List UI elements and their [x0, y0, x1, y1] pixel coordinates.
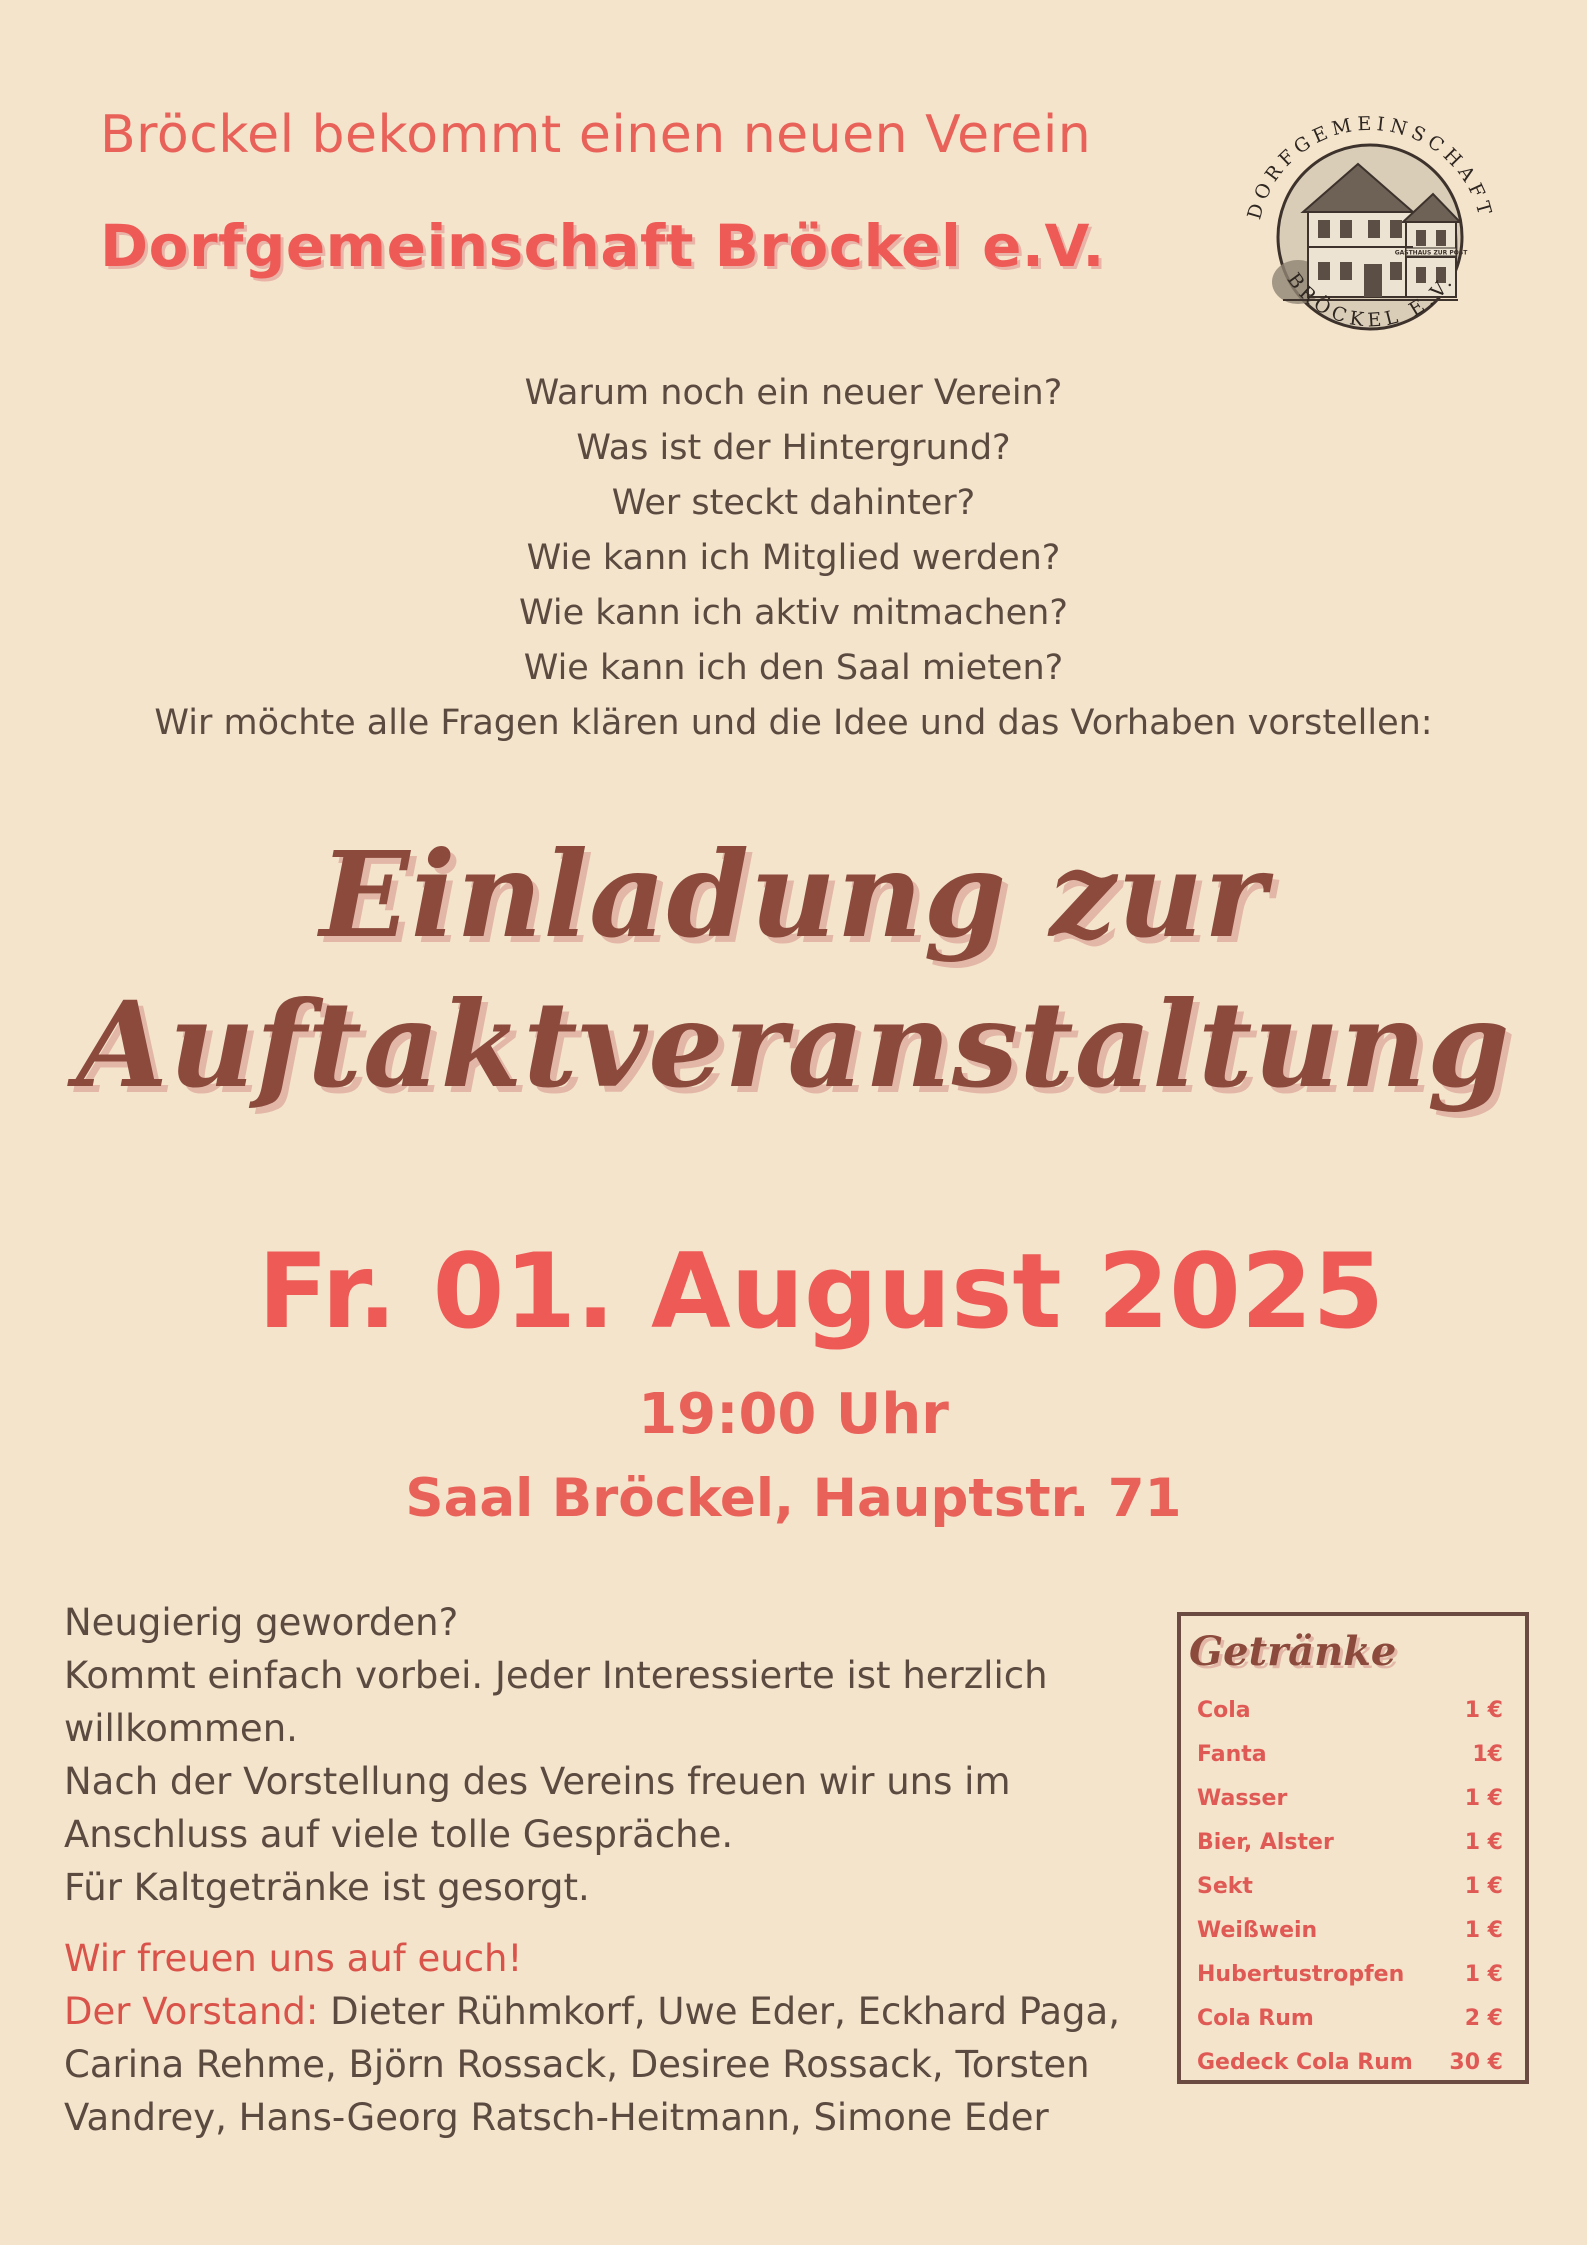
body-text — [64, 1596, 1134, 2144]
drink-name: Weißwein — [1197, 1918, 1318, 1943]
building-sign-text: GASTHAUS ZUR POST — [1394, 249, 1468, 257]
event-time: 19:00 Uhr — [638, 1382, 949, 1447]
body-line: Für Kaltgetränke ist gesorgt. — [64, 1866, 590, 1909]
body-line: Kommt einfach vorbei. Jeder Interessierte ist herzlich — [64, 1654, 1048, 1697]
drink-name: Sekt — [1197, 1874, 1253, 1899]
drinks-menu — [1177, 1612, 1529, 2084]
drink-price: 1 € — [1464, 1786, 1503, 1811]
drink-row — [1197, 2006, 1503, 2050]
drink-row — [1197, 1786, 1503, 1830]
drink-row — [1197, 2050, 1503, 2094]
drinks-list — [1197, 1698, 1503, 2094]
headline-line-2: Auftaktveranstaltung — [76, 975, 1511, 1114]
drink-name: Cola — [1197, 1698, 1251, 1723]
question-line: Wer steckt dahinter? — [611, 483, 976, 523]
club-logo — [1208, 72, 1528, 372]
drink-price: 1 € — [1464, 1918, 1503, 1943]
drink-name: Wasser — [1197, 1786, 1288, 1811]
body-line: Anschluss auf viele tolle Gespräche. — [64, 1813, 734, 1856]
drink-name: Cola Rum — [1197, 2006, 1314, 2031]
event-date: Fr. 01. August 2025 — [257, 1232, 1385, 1352]
body-line: willkommen. — [64, 1707, 298, 1750]
drink-row — [1197, 1962, 1503, 2006]
drink-name: Gedeck Cola Rum — [1197, 2050, 1413, 2075]
logo-ring-bottom: BRÖCKEL E.V. — [1282, 268, 1460, 332]
drink-name: Bier, Alster — [1197, 1830, 1334, 1855]
board-names: Dieter Rühmkorf, Uwe Eder, Eckhard Paga, — [318, 1990, 1120, 2033]
drink-price: 1€ — [1472, 1742, 1503, 1767]
org-title: Dorfgemeinschaft Bröckel e.V. — [100, 212, 1105, 280]
drink-price: 1 € — [1464, 1830, 1503, 1855]
drink-row — [1197, 1698, 1503, 1742]
question-line: Warum noch ein neuer Verein? — [524, 373, 1063, 413]
closing-line: Wir freuen uns auf euch! — [64, 1937, 523, 1980]
drink-price: 2 € — [1464, 2006, 1503, 2031]
tagline: Bröckel bekommt einen neuen Verein — [100, 105, 1092, 165]
intro-summary: Wir möchte alle Fragen klären und die Idee und das Vorhaben vorstellen: — [154, 703, 1433, 743]
body-line: Neugierig geworden? — [64, 1601, 459, 1644]
intro-questions — [0, 366, 1587, 751]
drink-row — [1197, 1830, 1503, 1874]
drink-row — [1197, 1874, 1503, 1918]
headline-line-1: Einladung zur — [319, 825, 1268, 964]
drinks-title: Getränke — [1189, 1628, 1397, 1675]
event-venue: Saal Bröckel, Hauptstr. 71 — [405, 1468, 1182, 1529]
board-label: Der Vorstand: — [64, 1990, 319, 2033]
drink-name: Hubertustropfen — [1197, 1962, 1405, 1987]
drink-name: Fanta — [1197, 1742, 1267, 1767]
event-headline — [0, 820, 1587, 1120]
question-line: Wie kann ich aktiv mitmachen? — [519, 593, 1068, 633]
board-line-3: Vandrey, Hans-Georg Ratsch-Heitmann, Simone Eder — [64, 2096, 1049, 2139]
question-line: Was ist der Hintergrund? — [576, 428, 1011, 468]
drink-row — [1197, 1918, 1503, 1962]
question-line: Wie kann ich Mitglied werden? — [526, 538, 1061, 578]
drink-price: 1 € — [1464, 1698, 1503, 1723]
logo-ring-top: DORFGEMEINSCHAFT — [1243, 112, 1497, 222]
drink-row — [1197, 1742, 1503, 1786]
board-line-2: Carina Rehme, Björn Rossack, Desiree Rossack, Torsten — [64, 2043, 1090, 2086]
question-line: Wie kann ich den Saal mieten? — [523, 648, 1064, 688]
board-line-1 — [64, 1985, 1134, 2038]
drink-price: 1 € — [1464, 1962, 1503, 1987]
drink-price: 1 € — [1464, 1874, 1503, 1899]
drink-price: 30 € — [1449, 2050, 1503, 2075]
body-line: Nach der Vorstellung des Vereins freuen wir uns im — [64, 1760, 1011, 1803]
